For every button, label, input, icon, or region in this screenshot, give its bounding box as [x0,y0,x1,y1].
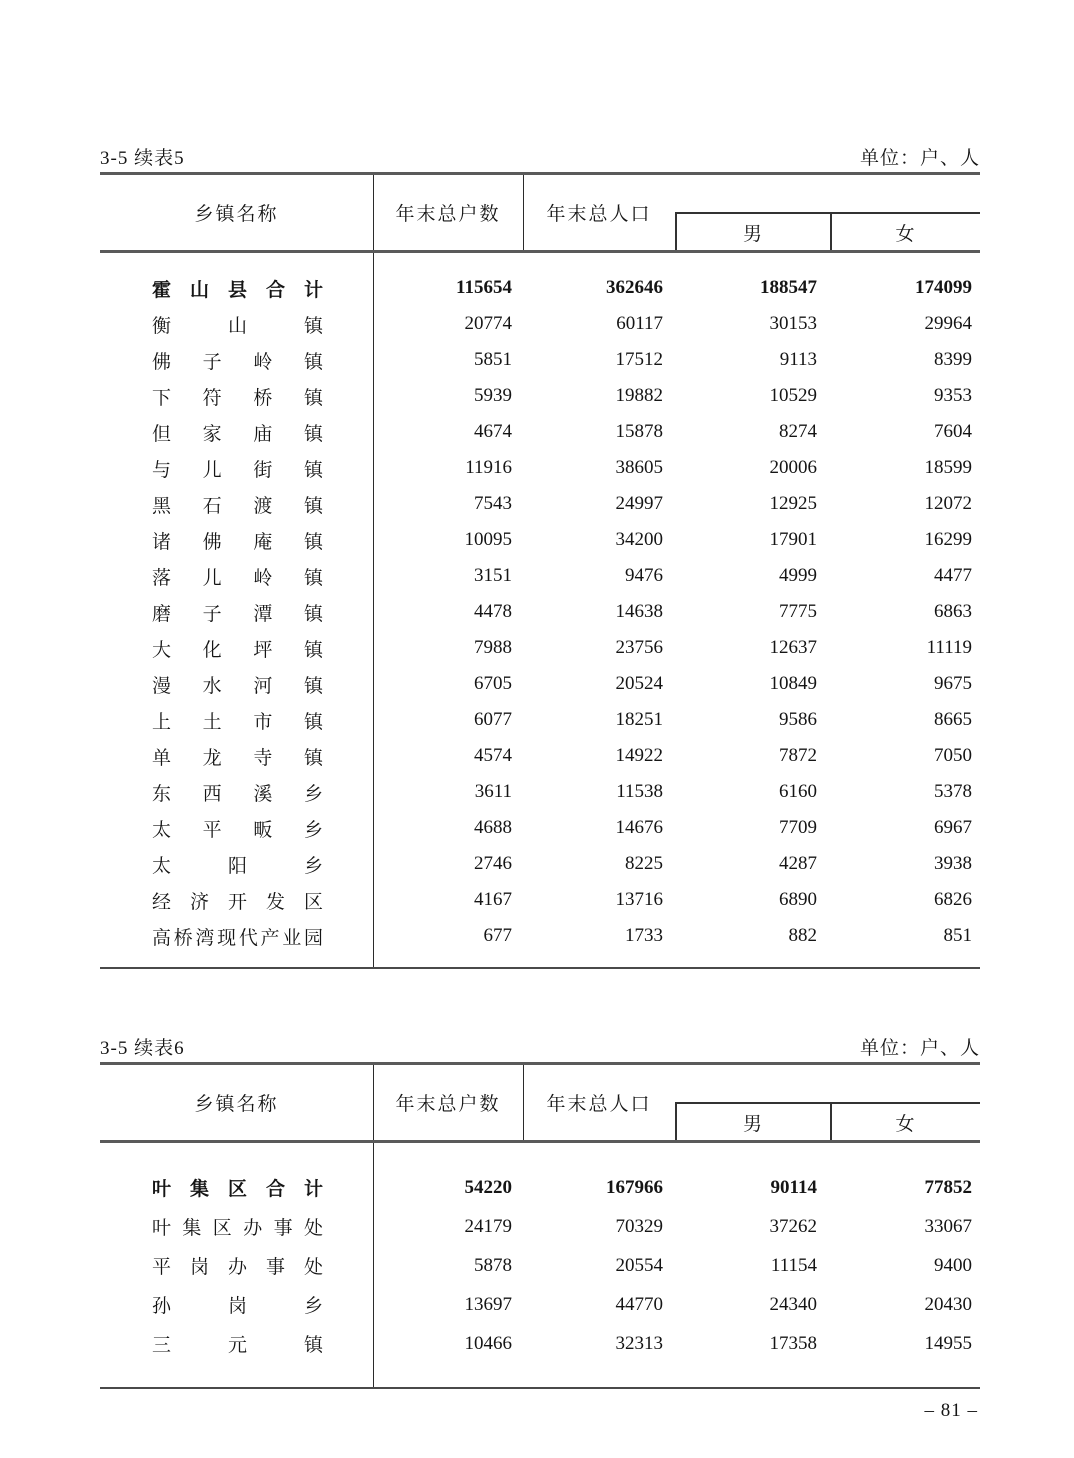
row-value: 9476 [625,565,663,586]
row-value: 20774 [464,313,512,334]
row-value: 32313 [615,1332,663,1354]
table-row [100,306,980,342]
header-male: 男 [677,1104,832,1140]
row-value: 20524 [615,673,663,694]
row-value: 70329 [615,1215,663,1237]
table-row [100,450,980,486]
column-divider [373,1143,374,1387]
row-value: 20006 [769,457,817,478]
table-row [100,522,980,558]
row-township-name: 三元镇 [152,1335,323,1356]
row-value: 23756 [615,637,663,658]
row-value: 38605 [615,457,663,478]
row-value: 14955 [924,1332,972,1354]
row-value: 7050 [934,745,972,766]
table-row [100,810,980,846]
row-value: 30153 [769,313,817,334]
row-value: 9675 [934,673,972,694]
row-value: 11916 [465,457,512,478]
row-value: 7988 [474,637,512,658]
row-value: 77852 [924,1176,972,1198]
row-township-name: 东西溪乡 [152,783,323,805]
table-row [100,342,980,378]
header-population: 年末总人口 [546,1094,652,1115]
row-value: 174099 [915,277,972,298]
row-value: 8274 [779,421,817,442]
row-value: 14638 [615,601,663,622]
row-value: 17901 [769,529,817,550]
row-value: 115654 [456,277,512,298]
row-value: 16299 [924,529,972,550]
table1-caption: 3-5 续表5 [100,147,185,169]
row-value: 18251 [615,709,663,730]
table-row [100,594,980,630]
table-row [100,666,980,702]
row-value: 20430 [924,1293,972,1315]
table-row [100,558,980,594]
row-value: 5851 [474,349,512,370]
row-value: 7543 [474,493,512,514]
row-value: 17358 [769,1332,817,1354]
row-value: 24179 [464,1215,512,1237]
row-value: 9586 [779,709,817,730]
row-value: 24997 [615,493,663,514]
row-value: 6967 [934,817,972,838]
table2-header [100,1062,980,1143]
row-value: 7775 [779,601,817,622]
header-township-name: 乡镇名称 [194,204,279,225]
row-township-name: 与儿街镇 [152,459,323,481]
table1 [100,172,980,969]
row-township-name: 漫水河镇 [152,675,323,697]
page-number: – 81 – [924,1400,978,1421]
column-divider [373,253,374,967]
table-row [100,774,980,810]
table-row [100,1246,980,1285]
row-value: 2746 [474,853,512,874]
row-value: 9353 [934,385,972,406]
row-value: 6077 [474,709,512,730]
row-value: 6160 [779,781,817,802]
header-households: 年末总户数 [395,1094,501,1115]
header-households: 年末总户数 [395,204,501,225]
row-value: 12637 [769,637,817,658]
row-value: 5878 [474,1254,512,1276]
table2-unit-label: 单位：户、人 [859,1037,980,1059]
table-row [100,1285,980,1324]
row-value: 851 [943,925,972,946]
row-value: 9400 [934,1254,972,1276]
row-value: 7709 [779,817,817,838]
table1-unit-label: 单位：户、人 [859,147,980,169]
header-sex-subgroup [675,212,980,250]
row-value: 13716 [615,889,663,910]
row-value: 3938 [934,853,972,874]
row-township-name: 孙岗乡 [152,1296,323,1317]
table-row [100,486,980,522]
table-row [100,1324,980,1363]
table-row [100,414,980,450]
row-value: 10529 [769,385,817,406]
row-township-name: 落儿岭镇 [152,567,323,589]
row-value: 34200 [615,529,663,550]
row-township-name: 磨子潭镇 [152,603,323,625]
table2-caption-row [100,1034,980,1058]
row-value: 4287 [779,853,817,874]
row-value: 3151 [474,565,512,586]
table-row [100,1168,980,1207]
row-township-name: 上土市镇 [152,711,323,733]
table-row [100,1207,980,1246]
row-township-name: 高桥湾现代产业园 [152,927,323,949]
row-value: 11154 [770,1254,817,1276]
table-row [100,630,980,666]
row-value: 6863 [934,601,972,622]
row-value: 10466 [464,1332,512,1354]
row-value: 6705 [474,673,512,694]
row-value: 10849 [769,673,817,694]
row-value: 11119 [926,637,972,658]
row-value: 19882 [615,385,663,406]
row-value: 14676 [615,817,663,838]
row-township-name: 太阳乡 [152,855,323,877]
row-value: 10095 [464,529,512,550]
row-value: 20554 [615,1254,663,1276]
row-value: 37262 [769,1215,817,1237]
row-value: 24340 [769,1293,817,1315]
row-value: 882 [788,925,817,946]
row-township-name: 黑石渡镇 [152,495,323,517]
table-row [100,918,980,954]
table-row [100,270,980,306]
row-value: 90114 [770,1176,817,1198]
row-value: 4477 [934,565,972,586]
row-township-name: 太平畈乡 [152,819,323,841]
row-township-name: 经济开发区 [152,891,323,913]
row-township-name: 佛子岭镇 [152,351,323,373]
table-row [100,738,980,774]
header-population: 年末总人口 [546,204,652,225]
row-value: 8665 [934,709,972,730]
table1-caption-row [100,144,980,168]
table1-header [100,172,980,253]
row-value: 54220 [464,1176,512,1198]
table2 [100,1062,980,1389]
table2-caption: 3-5 续表6 [100,1037,185,1059]
row-value: 4674 [474,421,512,442]
row-value: 7604 [934,421,972,442]
table1-body [100,253,980,969]
row-value: 14922 [615,745,663,766]
table-row [100,846,980,882]
header-female: 女 [895,223,917,245]
row-value: 60117 [616,313,663,334]
row-value: 33067 [924,1215,972,1237]
row-township-name: 诸佛庵镇 [152,531,323,553]
row-value: 8399 [934,349,972,370]
row-value: 9113 [779,349,817,370]
row-township-name: 平岗办事处 [152,1257,323,1278]
row-value: 4688 [474,817,512,838]
row-value: 13697 [464,1293,512,1315]
row-township-name: 衡山镇 [152,315,323,337]
row-value: 188547 [760,277,817,298]
table2-body [100,1143,980,1389]
row-value: 362646 [606,277,663,298]
row-value: 44770 [615,1293,663,1315]
row-value: 6890 [779,889,817,910]
row-value: 6826 [934,889,972,910]
header-sex-subgroup [675,1102,980,1140]
row-value: 17512 [615,349,663,370]
row-value: 4478 [474,601,512,622]
row-township-name: 叶集区合计 [152,1179,323,1200]
row-township-name: 下符桥镇 [152,387,323,409]
row-value: 11538 [616,781,663,802]
row-value: 677 [483,925,512,946]
row-value: 1733 [625,925,663,946]
row-value: 4167 [474,889,512,910]
header-male: 男 [677,214,832,250]
row-value: 8225 [625,853,663,874]
row-township-name: 大化坪镇 [152,639,323,661]
row-value: 7872 [779,745,817,766]
row-township-name: 叶集区办事处 [152,1218,323,1239]
row-township-name: 但家庙镇 [152,423,323,445]
row-value: 3611 [474,781,512,802]
table-row [100,378,980,414]
row-value: 29964 [924,313,972,334]
row-township-name: 单龙寺镇 [152,747,323,769]
table-row [100,882,980,918]
row-value: 5939 [474,385,512,406]
header-township-name: 乡镇名称 [194,1094,279,1115]
row-value: 4574 [474,745,512,766]
row-value: 4999 [779,565,817,586]
row-value: 5378 [934,781,972,802]
header-female: 女 [895,1113,917,1135]
row-value: 15878 [615,421,663,442]
row-township-name: 霍山县合计 [152,279,323,301]
row-value: 12072 [924,493,972,514]
table-row [100,702,980,738]
row-value: 18599 [924,457,972,478]
row-value: 167966 [606,1176,663,1198]
row-value: 12925 [769,493,817,514]
